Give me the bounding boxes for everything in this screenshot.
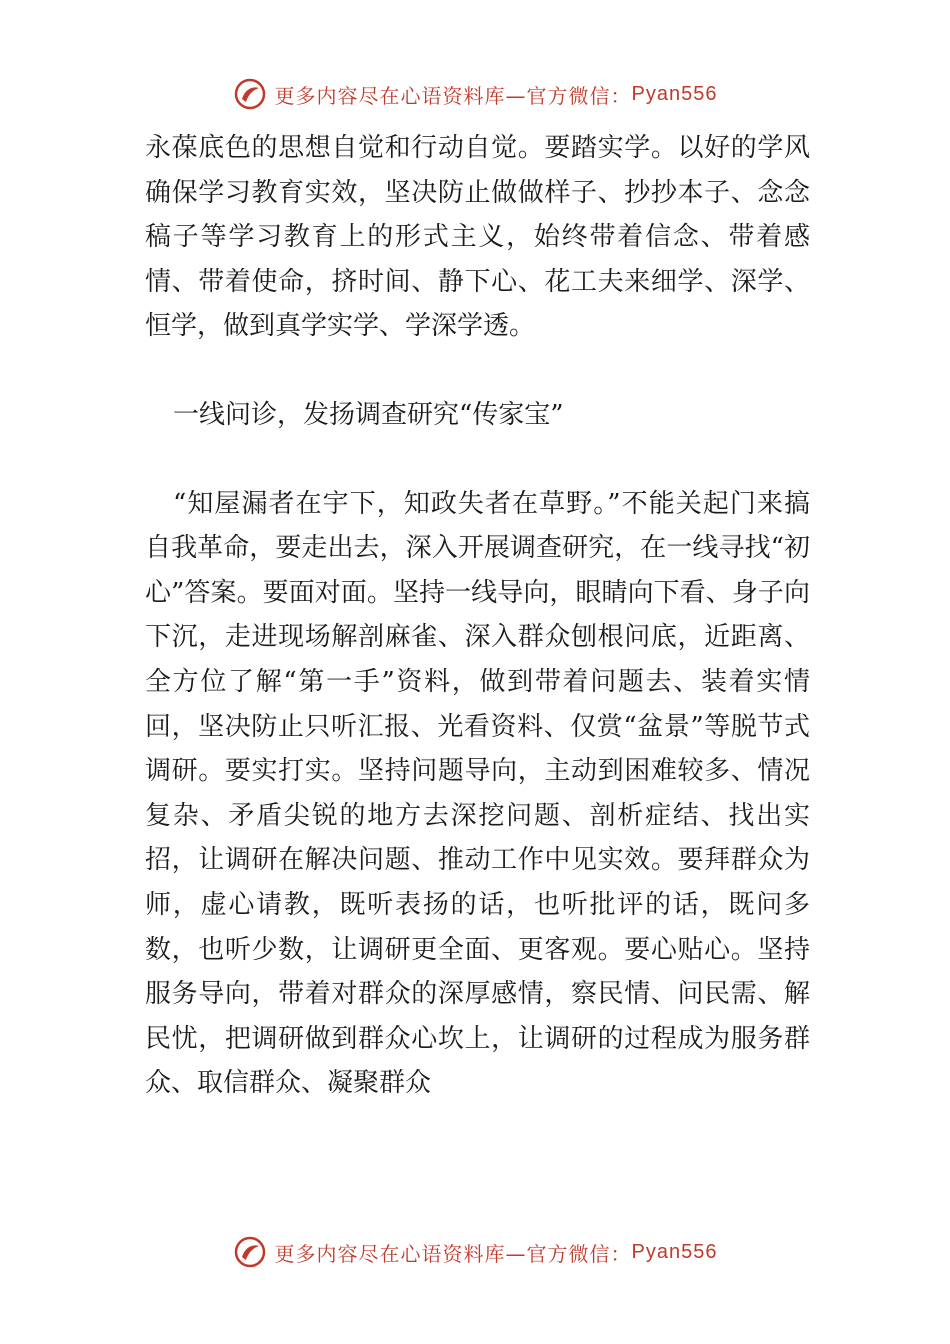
brand-logo-icon <box>233 77 267 111</box>
paragraph-continuation: 永葆底色的思想自觉和行动自觉。要踏实学。以好的学风确保学习教育实效，坚决防止做做样子、抄抄本子、念念稿子等学习教育上的形式主义，始终带着信念、带着感情、带着使命，挤时间、静下心、花工夫来细学、深学、恒学，做到真学实学、学深学透。 <box>145 133 810 342</box>
watermark-text: 更多内容尽在心语资料库—官方微信： <box>274 1241 632 1266</box>
paragraph-body: “知屋漏者在宇下，知政失者在草野。”不能关起门来搞自我革命，要走出去，深入开展调查研究，在一线寻找“初心”答案。要面对面。坚持一线导向，眼睛向下看、身子向下沉，走进现场解剖麻雀、深入群众刨根问底，近距离、全方位了解“第一手”资料，做到带着问题去、装着实情回，坚决防止只听汇报、光看资料、仅赏“盆景”等脱节式调研。要实打实。坚持问题导向，主动到困难较多、情况复杂、矛盾尖锐的地方去深挖问题、剖析症结、找出实招，让调研在解决问题、推动工作中见实效。要拜群众为师，虚心请教，既听表扬的话，也听批评的话，既问多数，也听少数，让调研更全面、更客观。要心贴心。坚持服务导向，带着对群众的深厚感情，察民情、问民需、解民忧，把调研做到群众心坎上，让调研的过程成为服务群众、取信群众、凝聚群众 <box>145 488 810 1099</box>
header-watermark <box>0 74 950 114</box>
footer-watermark <box>0 1232 950 1272</box>
section-heading: 一线问诊，发扬调查研究“传家宝” <box>173 399 564 430</box>
brand-logo-icon <box>233 1235 267 1269</box>
watermark-wechat-id: Pyan556 <box>631 82 718 105</box>
watermark-wechat-id: Pyan556 <box>631 1240 718 1263</box>
document-body <box>145 126 810 1106</box>
watermark-text: 更多内容尽在心语资料库—官方微信： <box>274 83 632 108</box>
